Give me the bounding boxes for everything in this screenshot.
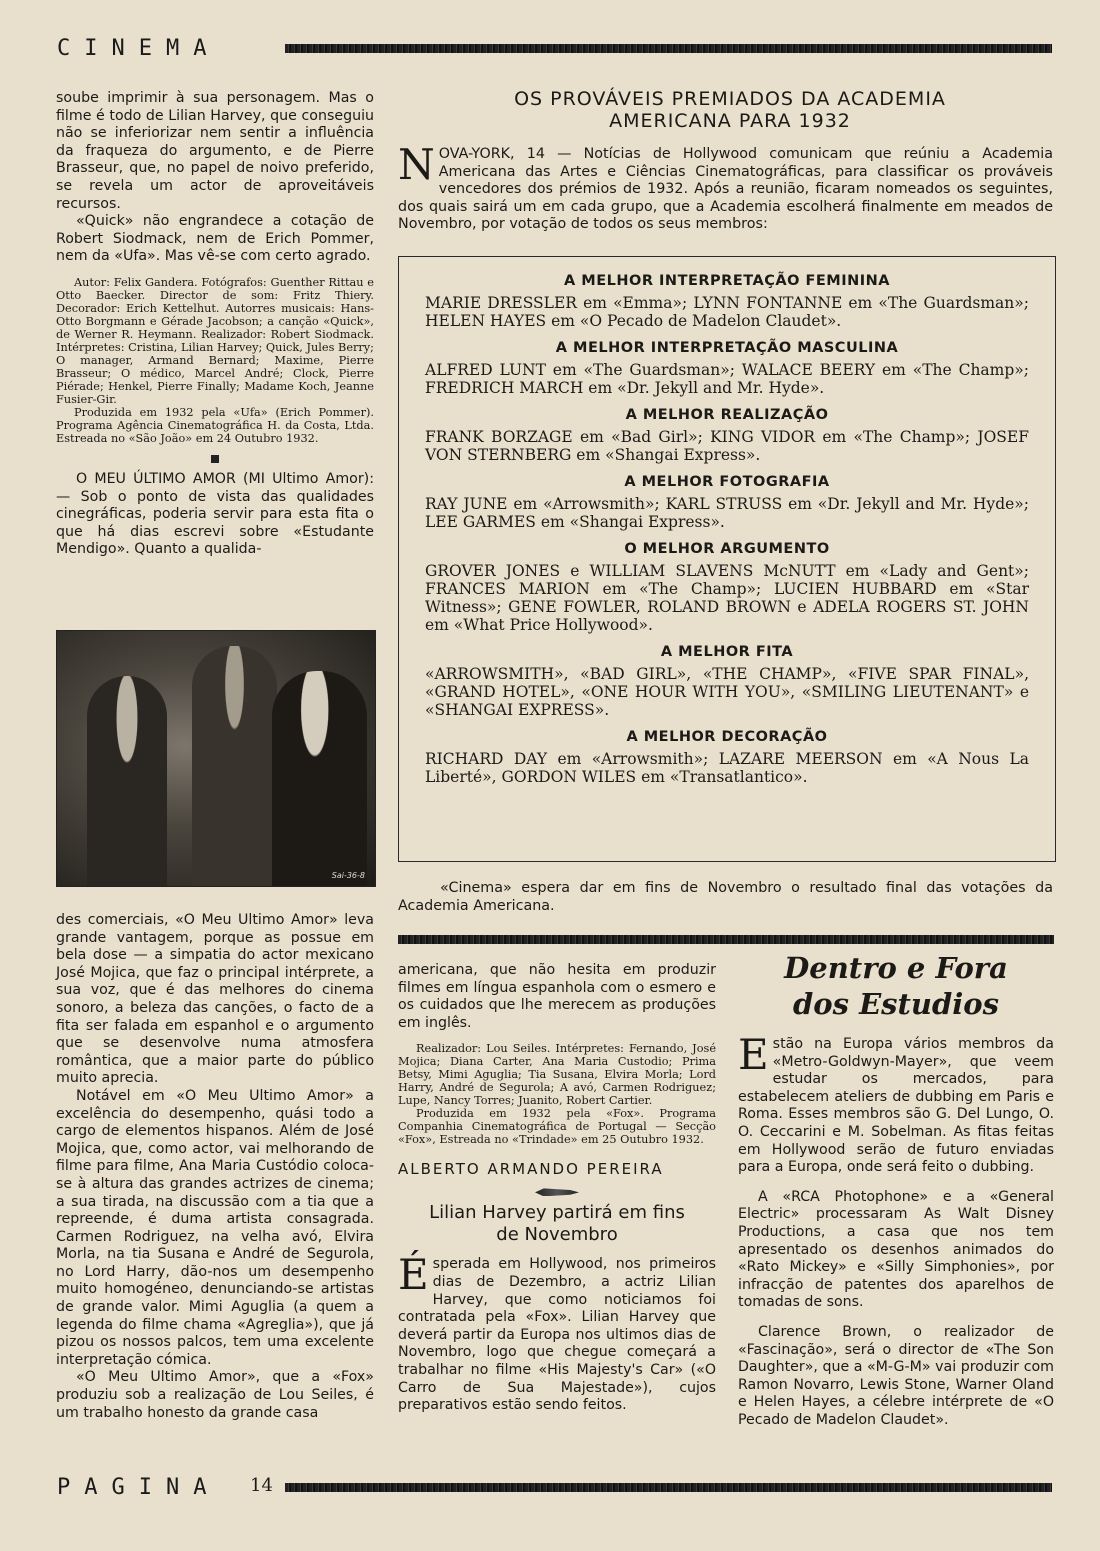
award-heading: A MELHOR FOTOGRAFIA <box>624 474 830 490</box>
left-text-top <box>56 90 374 266</box>
photo-figure-elder <box>272 671 367 886</box>
middle-credits <box>398 1042 716 1146</box>
left-credits-1: Autor: Felix Gandera. Fotógrafos: Guenther Rittau e Otto Baecker. Director de som: Fritz Thiery. Decorador: Erich Kettelhut. Autorres musicais: Hans-Otto Borgmann e Gérade Jacobson; a canção «Quick», de Werner R. Heymann. Realizador: Robert Siodmack. Intérpretes: Cristina, Lilian Harvey; Quick, Jules Berry; O manager, Armand Bernard; Maxime, Pierre Brasseur; O médico, Marcel André; Clock, Pierre Piérade; Henkel, Pierre Finally; Madame Koch, Jeanne Fusier-Gir. <box>56 275 374 406</box>
studios-para-2: A «RCA Photophone» e a «General Electric» processaram As Walt Disney Productions, a casa que nos tem apresentado os desenhos animados do «Rato Mickey» e «Silly Simphonies», por infracção de patentes dos aparelhos de tomadas de sons. <box>738 1188 1054 1311</box>
studios-para-3: Clarence Brown, o realizador de «Fascinação», será o director de «The Son Daughter», que a «M-G-M» vai produzir com Ramon Novarro, Lewis Stone, Warner Oland e Helen Hayes, a célebre intérprete de «O Pecado de Madelon Claudet». <box>738 1323 1054 1428</box>
awards-note <box>398 880 1053 915</box>
award-heading: A MELHOR INTERPRETAÇÃO FEMININA <box>564 273 890 289</box>
middle-credits-2: Produzida em 1932 pela «Fox». Programa Companhia Cinematográfica de Portugal — Secção «Fox», Estreada no «Trindade» em 25 Outubro 1932. <box>398 1107 716 1147</box>
mid-rule <box>398 935 1054 944</box>
awards-intro-text: OVA-YORK, 14 — Notícias de Hollywood comunicam que reúniu a Academia Americana das Artes e Ciências Cinematográficas, para classificar os prováveis vencedores dos prémios de 1932. Após a reunião, ficaram nomeados os seguintes, dos quais sairá um em cada grupo, que a Academia escolherá finalmente em meados de Novembro, por votação de todos os seus membros: <box>398 146 1053 232</box>
left-credits-2: Produzida em 1932 pela «Ufa» (Erich Pommer). Programa Agência Cinematográfica H. da Costa, Ltda. Estreada no «São João» em 24 Outubro 1932. <box>56 405 374 445</box>
lilian-dropcap: É <box>398 1250 429 1300</box>
photo-figure-woman <box>87 676 167 886</box>
awards-title: OS PROVÁVEIS PREMIADOS DA ACADEMIA AMERICANA PARA 1932 <box>514 88 946 132</box>
award-nominees: ALFRED LUNT em «The Guardsman»; WALACE BEERY em «The Champ»; FREDRICH MARCH em «Dr. Jekyll and Mr. Hyde». <box>425 361 1029 397</box>
middle-para-1: americana, que não hesita em produzir filmes em língua espanhola com o esmero e os cuidados que lhe merecem as produções em inglês. <box>398 962 716 1031</box>
left-para-2: «Quick» não engrandece a cotação de Robert Siodmack, nem de Erich Pommer, nem da «Ufa». Mas vê-se com certo agrado. <box>56 213 374 265</box>
left-para-5: Notável em «O Meu Ultimo Amor» a excelência do desempenho, quási todo a cargo de elementos hispanos. Além de José Mojica, que, como actor, vai melhorando de filme para filme, Ana Maria Custódio coloca-se à altura das grandes actrizes de cinema; a sua tirada, na discussão com a tia que a repreende, é duma artista consagrada. Carmen Rodriguez, na velha avó, Elvira Morla, na tia Susana e André de Segurola, no Lord Harry, dão-nos um desempenho muito homogéneo, denunciando-se artistas de grande valor. Mimi Aguglia (a quem a legenda do filme chama «Agreglia»), que já pizou os nossos palcos, tem uma excelente interpretação cómica. <box>56 1087 374 1368</box>
award-nominees: «ARROWSMITH», «BAD GIRL», «THE CHAMP», «FIVE SPAR FINAL», «GRAND HOTEL», «ONE HOUR WITH YOU», «SMILING LIEUTENANT» e «SHANGAI EXPRESS». <box>425 665 1029 719</box>
page-label: PAGINA <box>57 1475 221 1500</box>
award-nominees: MARIE DRESSLER em «Emma»; LYNN FONTANNE em «The Guardsman»; HELEN HAYES em «O Pecado de Madelon Claudet». <box>425 294 1029 330</box>
studios-para-1: stão na Europa vários membros da «Metro-Goldwyn-Mayer», que veem estudar os mercados, para estabelecem ateliers de dubbing em Paris e Roma. Esses membros são G. Del Lungo, O. O. Ceccarini e M. Sobelman. As fitas feitas em Hollywood serão de futuro enviadas para a Europa, onde será feito o dubbing. <box>738 1036 1054 1176</box>
left-credits <box>56 276 374 445</box>
photo-figure-man <box>192 646 277 886</box>
middle-credits-1: Realizador: Lou Seiles. Intérpretes: Fernando, José Mojica; Diana Carter, Ana Maria Custodio; Prima Betsy, Mimi Aguglia; Tia Susana, Elvira Morla; Lord Harry, André de Segurola; A avó, Carmen Rodriguez; Lupe, Nancy Torres; Juanito, Robert Cartier. <box>398 1042 716 1108</box>
section-bullet-icon <box>211 455 219 463</box>
right-column <box>738 950 1054 1429</box>
awards-box <box>398 256 1056 862</box>
awards-intro-dropcap: N <box>398 140 435 189</box>
award-nominees: RAY JUNE em «Arrowsmith»; KARL STRUSS em «Dr. Jekyll and Mr. Hyde»; LEE GARMES em «Shangai Express». <box>425 495 1029 531</box>
film-still-photo <box>56 630 376 887</box>
award-nominees: FRANK BORZAGE em «Bad Girl»; KING VIDOR em «The Champ»; JOSEF VON STERNBERG em «Shangai Express». <box>425 428 1029 464</box>
lilian-article <box>398 1250 716 1414</box>
left-text-mid <box>56 471 374 559</box>
award-heading: A MELHOR REALIZAÇÃO <box>625 407 829 423</box>
left-para-4: des comerciais, «O Meu Ultimo Amor» leva grande vantagem, porque as possue em bela dose — a simpatia do actor mexicano José Mojica, que faz o principal intérprete, a sua voz, que é das melhores do cinema sonoro, a beleza das canções, o facto de a fita ser falada em espanhol e o argumento que se desenvolve numa atmosfera romântica, que a maior parte do público muito aprecia. <box>56 912 374 1087</box>
header-rule <box>285 44 1052 53</box>
award-heading: O MELHOR ARGUMENTO <box>624 541 830 557</box>
photo-caption: Sai-36-8 <box>331 871 365 880</box>
award-nominees: GROVER JONES e WILLIAM SLAVENS McNUTT em «Lady and Gent»; FRANCES MARION em «The Champ»; LUCIEN HUBBARD em «Star Witness»; GENE FOWLER, ROLAND BROWN e ADELA ROGERS ST. JOHN em «What Price Hollywood». <box>425 562 1029 634</box>
middle-text-top <box>398 962 716 1032</box>
studios-title-line1: Dentro e Fora <box>784 951 1008 985</box>
left-column-lower <box>56 912 374 1422</box>
page-number: 14 <box>250 1475 273 1496</box>
award-heading: A MELHOR INTERPRETAÇÃO MASCULINA <box>555 340 899 356</box>
awards-note-text: «Cinema» espera dar em fins de Novembro o resultado final das votações da Academia Americana. <box>398 880 1053 914</box>
left-para-6: «O Meu Ultimo Amor», que a «Fox» produziu sob a realização de Lou Seiles, é um trabalho honesto da grande casa <box>56 1369 374 1421</box>
lilian-article-text: sperada em Hollywood, nos primeiros dias de Dezembro, a actriz Lilian Harvey, que como noticiamos foi contratada pela «Fox». Lilian Harvey que deverá partir da Europa nos ultimos dias de Novembro, logo que chegue começará a trabalhar no filme «His Majesty's Car» («O Carro de Sua Majestade»), cujos preparativos estão sendo feitos. <box>398 1256 716 1414</box>
studios-dropcap: E <box>738 1030 769 1079</box>
section-header: CINEMA <box>57 36 221 61</box>
left-para-3: O MEU ÚLTIMO AMOR (MI Ultimo Amor): — Sob o ponto de vista das qualidades cinegráficas, poderia servir para esta fita o que há dias escrevi sobre «Estudante Mendigo». Quanto a qualida- <box>56 470 374 558</box>
footer-rule <box>285 1483 1052 1492</box>
middle-column <box>398 962 716 1415</box>
award-heading: A MELHOR DECORAÇÃO <box>626 729 828 745</box>
article-author: ALBERTO ARMANDO PEREIRA <box>398 1160 664 1179</box>
ornament-icon <box>535 1188 579 1196</box>
studios-article <box>738 1030 1054 1429</box>
awards-intro <box>398 140 1053 234</box>
award-heading: A MELHOR FITA <box>660 644 794 660</box>
lilian-headline: Lilian Harvey partirá em fins de Novembro <box>429 1202 685 1246</box>
studios-title-line2: dos Estudios <box>793 987 999 1021</box>
award-nominees: RICHARD DAY em «Arrowsmith»; LAZARE MEERSON em «A Nous La Liberté», GORDON WILES em «Transatlantico». <box>425 750 1029 786</box>
left-para-1: soube imprimir à sua personagem. Mas o filme é todo de Lilian Harvey, que conseguiu não se inferiorizar nem sentir a influência da fraqueza do argumento, e de Pierre Brasseur, que, no papel de noivo preferido, se revela um actor de aproveitáveis recursos. <box>56 90 374 212</box>
left-column <box>56 90 374 559</box>
awards-list <box>399 257 1055 786</box>
